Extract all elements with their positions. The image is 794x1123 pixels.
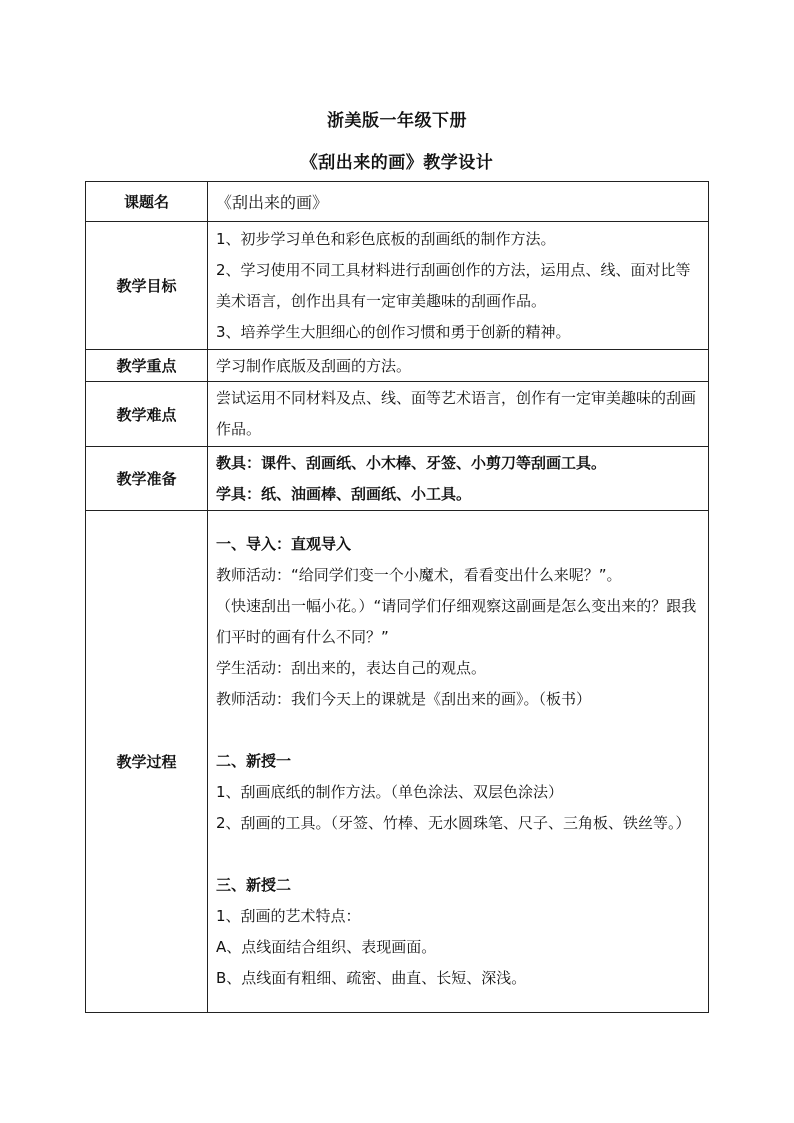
document-subtitle: 《刮出来的画》教学设计: [300, 153, 494, 173]
process-line: 学生活动：刮出来的，表达自己的观点。: [216, 659, 487, 677]
objective-item: 1、初步学习单色和彩色底板的刮画纸的制作方法。: [216, 229, 556, 248]
spacer: [216, 839, 702, 870]
value-process: [208, 511, 709, 1013]
label-process: 教学过程: [86, 511, 208, 1013]
value-objectives: [208, 222, 709, 350]
objective-item: 3、培养学生大胆细心的创作习惯和勇于创新的精神。: [216, 322, 571, 341]
row-topic: [86, 182, 709, 222]
process-line: 1、刮画的艺术特点：: [216, 907, 361, 925]
value-topic: 《刮出来的画》: [208, 182, 709, 222]
label-objectives: 教学目标: [86, 222, 208, 350]
document-title: 浙美版一年级下册: [327, 111, 467, 131]
lesson-plan-table: [85, 181, 709, 1013]
spacer: [216, 715, 702, 746]
process-line: 2、刮画的工具。（牙签、竹棒、无水圆珠笔、尺子、三角板、铁丝等。）: [216, 814, 691, 832]
process-line: 教师活动：我们今天上的课就是《刮出来的画》。（板书）: [216, 690, 592, 708]
row-objectives: [86, 222, 709, 350]
teacher-materials: 教具：课件、刮画纸、小木棒、牙签、小剪刀等刮画工具。: [216, 453, 607, 472]
label-preparation: 教学准备: [86, 447, 208, 511]
label-topic: 课题名: [86, 182, 208, 222]
process-line: A、点线面结合组织、表现画面。: [216, 938, 437, 956]
objective-item: 2、学习使用不同工具材料进行刮画创作的方法，运用点、线、面对比等美术语言，创作出具有一定审美趣味的刮画作品。: [216, 260, 691, 310]
row-preparation: [86, 447, 709, 511]
process-line: B、点线面有粗细、疏密、曲直、长短、深浅。: [216, 969, 527, 987]
process-line: 教师活动：“给同学们变一个小魔术，看看变出什么来呢？”。: [216, 566, 622, 584]
value-difficulty: [208, 382, 709, 447]
section-heading: 二、新授一: [216, 752, 292, 770]
value-preparation: [208, 447, 709, 511]
row-difficulty: [86, 382, 709, 447]
row-process: [86, 511, 709, 1013]
label-key-point: 教学重点: [86, 350, 208, 382]
row-key-point: [86, 350, 709, 382]
section-heading: 三、新授二: [216, 876, 292, 894]
label-difficulty: 教学难点: [86, 382, 208, 447]
section-heading: 一、导入：直观导入: [216, 535, 352, 553]
student-materials: 学具：纸、油画棒、刮画纸、小工具。: [216, 484, 472, 503]
process-line: （快速刮出一幅小花。）“请同学们仔细观察这副画是怎么变出来的？跟我们平时的画有什么不同？”: [216, 597, 697, 646]
process-line: 1、刮画底纸的制作方法。（单色涂法、双层色涂法）: [216, 783, 564, 801]
difficulty-text: 尝试运用不同材料及点、线、面等艺术语言，创作有一定审美趣味的刮画作品。: [216, 389, 697, 438]
value-key-point: 学习制作底版及刮画的方法。: [208, 350, 709, 382]
